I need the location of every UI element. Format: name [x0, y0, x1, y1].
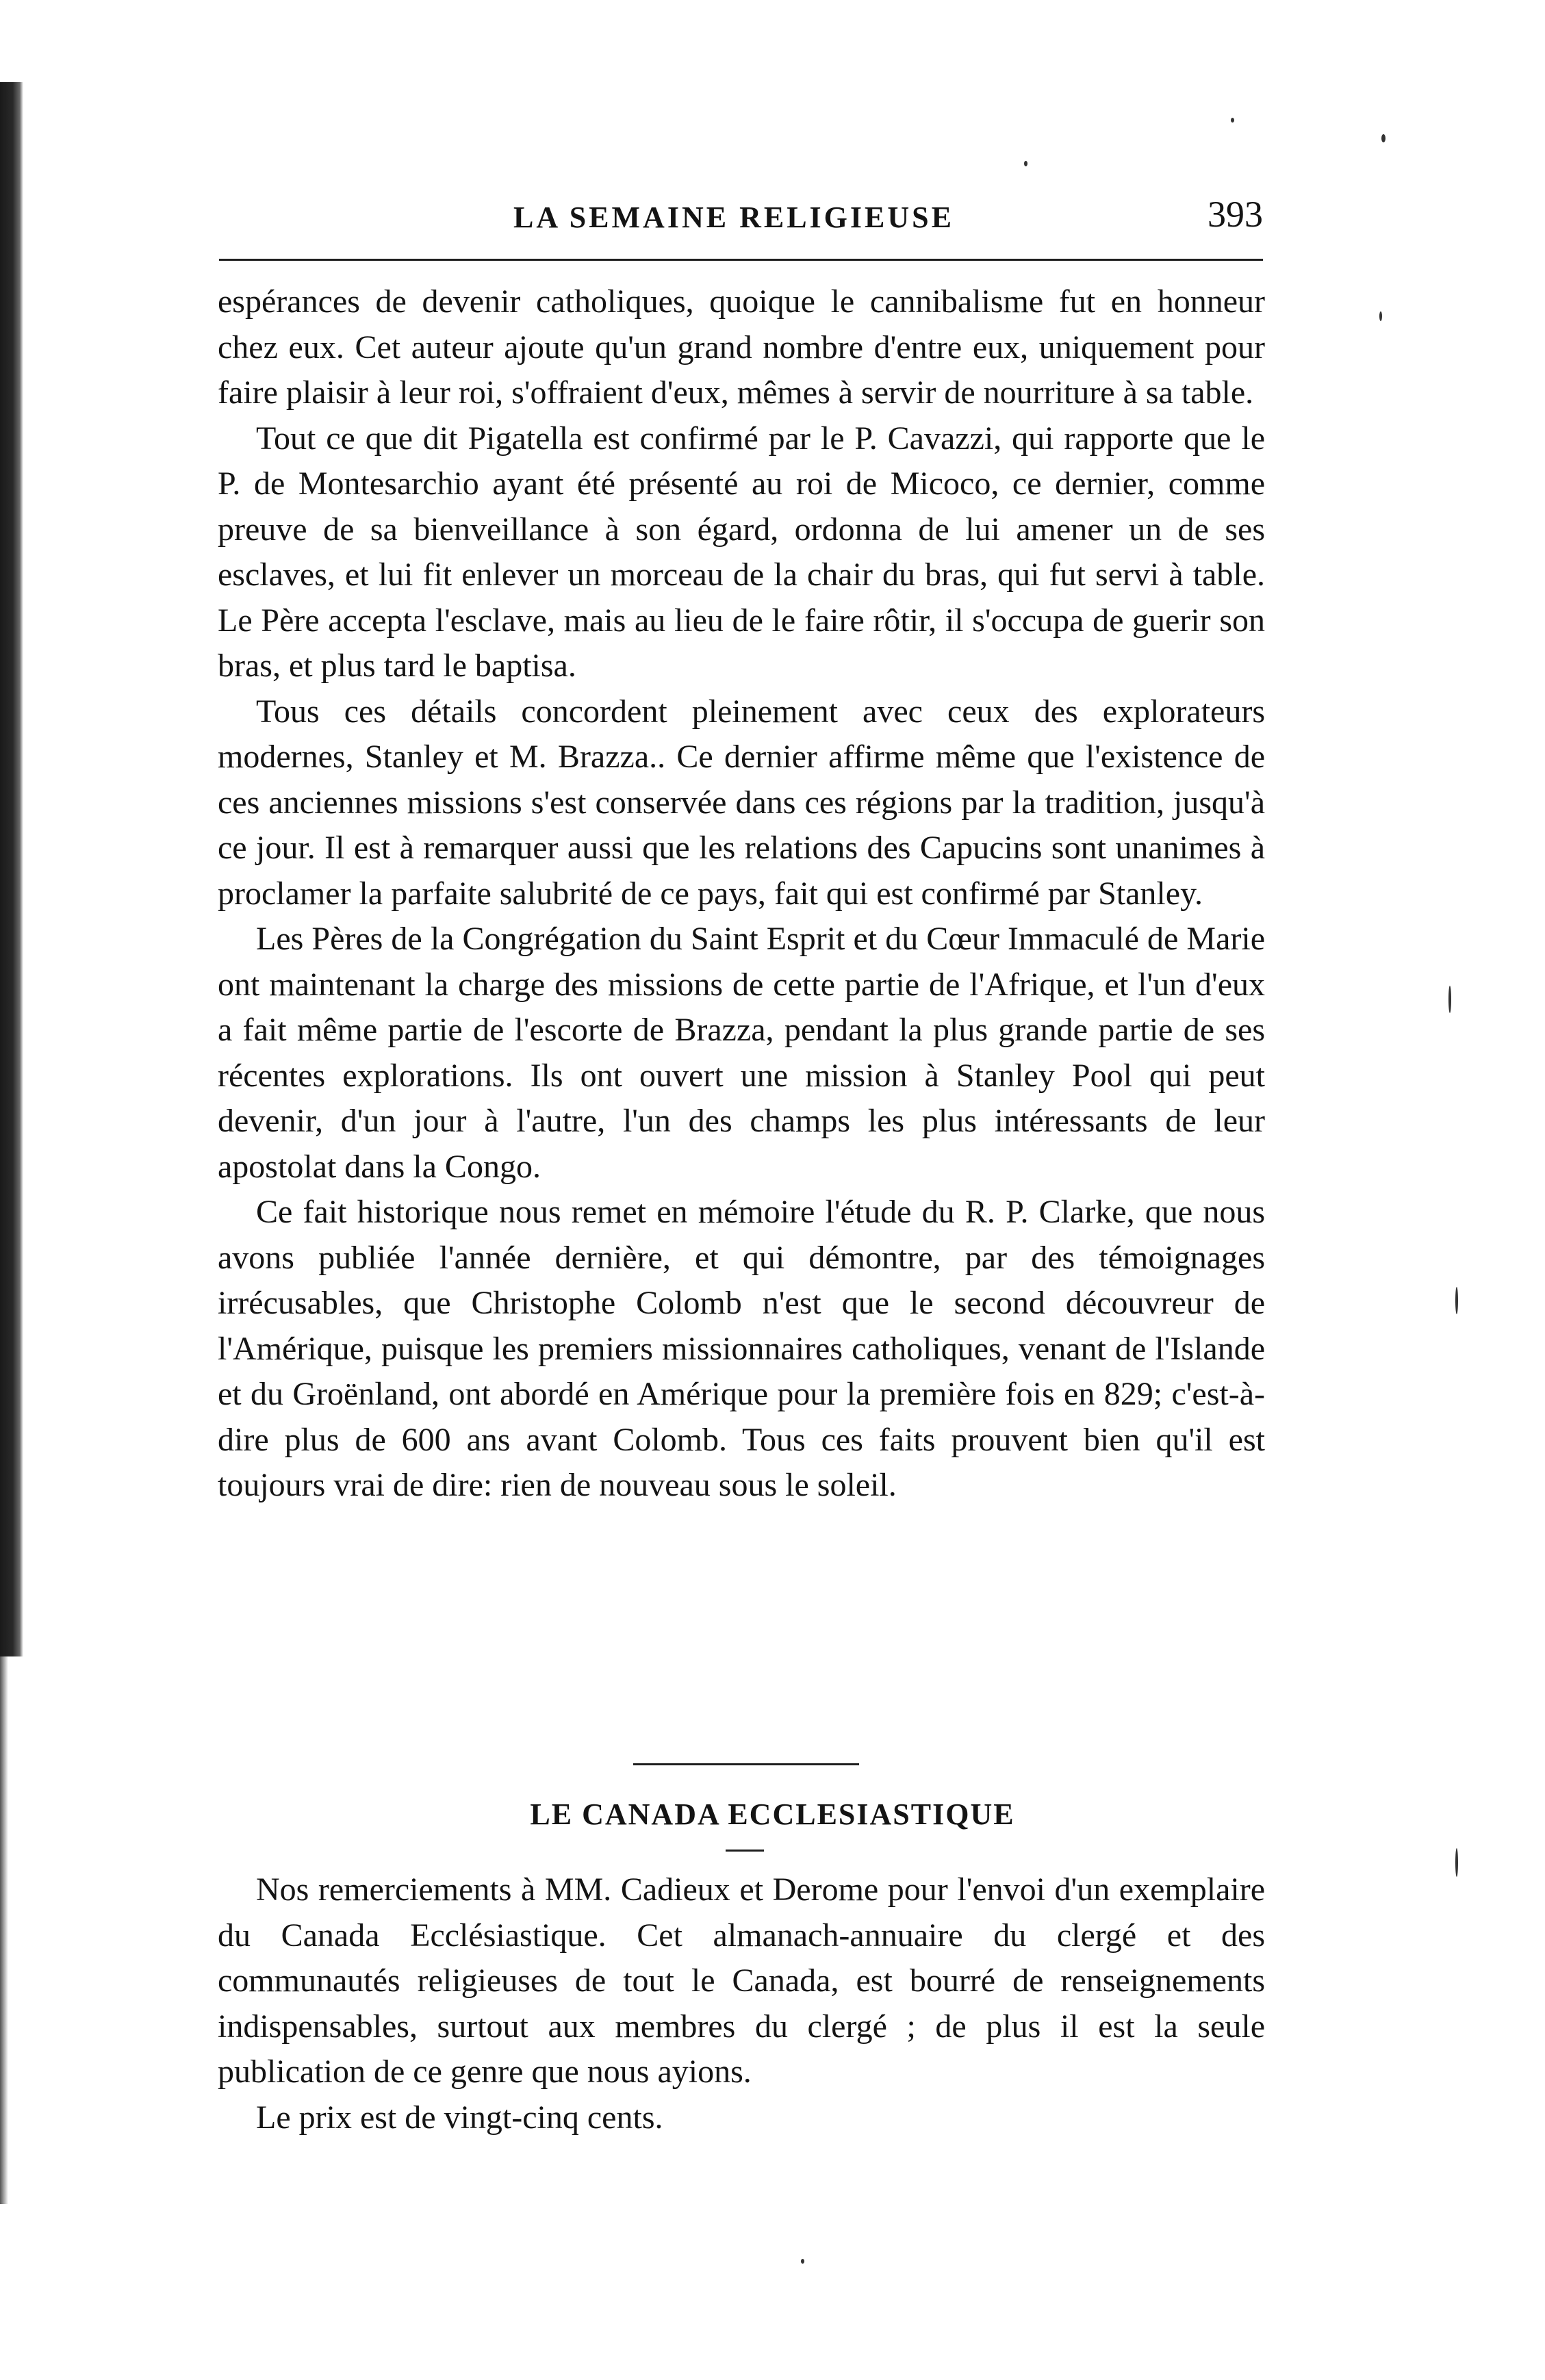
- ink-speck: [1448, 986, 1451, 1013]
- page-number: 393: [1208, 194, 1263, 235]
- paragraph-cavazzi: Tout ce que dit Pigatella est confirmé par le P. Cavazzi, qui rapporte que le P. de Montesarchio ayant été présenté au roi de Micoco, ce dernier, comme preuve de sa bienveillance à son égard, ordonna de lui amener un de ses esclaves, et lui fit enlever un morceau de la chair du bras, qui fut servi à table. Le Père accepta l'esclave, mais au lieu de le faire rôtir, il s'occupa de guerir son bras, et plus tard le baptisa.: [218, 420, 1265, 684]
- section-body: [218, 1867, 1265, 2140]
- ink-speck: [1231, 118, 1234, 123]
- ink-speck: [1381, 134, 1386, 142]
- ink-speck: [1455, 1287, 1458, 1314]
- paragraph-thanks: Nos remerciements à MM. Cadieux et Derome pour l'envoi d'un exemplaire du Canada Ecclésiastique. Cet almanach-annuaire du clergé et des communautés religieuses de tout le Canada, est bourré de renseignements indispensables, surtout aux membres du clergé ; de plus il est la seule publication de ce genre que nous ayions.: [218, 1871, 1265, 2090]
- paragraph-historical-fact: Ce fait historique nous remet en mémoire l'étude du R. P. Clarke, que nous avons publiée l'année dernière, et qui démontre, par des témoignages irrécusables, que Christophe Colomb n'est que le second découvreur de l'Amérique, puisque les premiers missionnaires catholiques, venant de l'Islande et du Groënland, ont abordé en Amérique pour la première fois en 829; c'est-à-dire plus de 600 ans avant Colomb. Tous ces faits prouvent bien qu'il est toujours vrai de dire: rien de nouveau sous le soleil.: [218, 1194, 1265, 1503]
- section-title: LE CANADA ECCLESIASTIQUE: [530, 1797, 1015, 1831]
- running-header: [219, 193, 1263, 241]
- section-divider-rule: [633, 1763, 859, 1765]
- article-body: [218, 279, 1265, 1509]
- ink-speck: [1455, 1848, 1458, 1877]
- page-binding-shadow: [0, 1656, 8, 2204]
- ink-speck: [801, 2259, 804, 2264]
- ink-speck: [1024, 161, 1027, 166]
- section-title-underline: [726, 1850, 764, 1852]
- paragraph-price: Le prix est de vingt-cinq cents.: [256, 2099, 663, 2136]
- running-title: LA SEMAINE RELIGIEUSE: [513, 201, 954, 234]
- page-binding-edge: [0, 82, 23, 1656]
- header-rule: [219, 259, 1263, 261]
- paragraph-missions: Les Pères de la Congrégation du Saint Esprit et du Cœur Immaculé de Marie ont maintenant la charge des missions de cette partie de l'Afrique, et l'un d'eux a fait même partie de l'escorte de Brazza, pendant la plus grande partie de ses récentes explorations. Ils ont ouvert une mission à Stanley Pool qui peut devenir, d'un jour à l'autre, l'un des champs les plus intéressants de leur apostolat dans la Congo.: [218, 921, 1265, 1185]
- ink-speck: [1379, 311, 1382, 321]
- paragraph-continuation: espérances de devenir catholiques, quoique le cannibalisme fut en honneur chez eux. Cet auteur ajoute qu'un grand nombre d'entre eux, uniquement pour faire plaisir à leur roi, s'offraient d'eux, mêmes à servir de nourriture à sa table.: [218, 283, 1265, 411]
- paragraph-explorers: Tous ces détails concordent pleinement avec ceux des explorateurs modernes, Stanley et M. Brazza.. Ce dernier affirme même que l'existence de ces anciennes missions s'est conservée dans ces régions par la tradition, jusqu'à ce jour. Il est à remarquer aussi que les relations des Capucins sont unanimes à proclamer la parfaite salubrité de ce pays, fait qui est confirmé par Stanley.: [218, 693, 1265, 912]
